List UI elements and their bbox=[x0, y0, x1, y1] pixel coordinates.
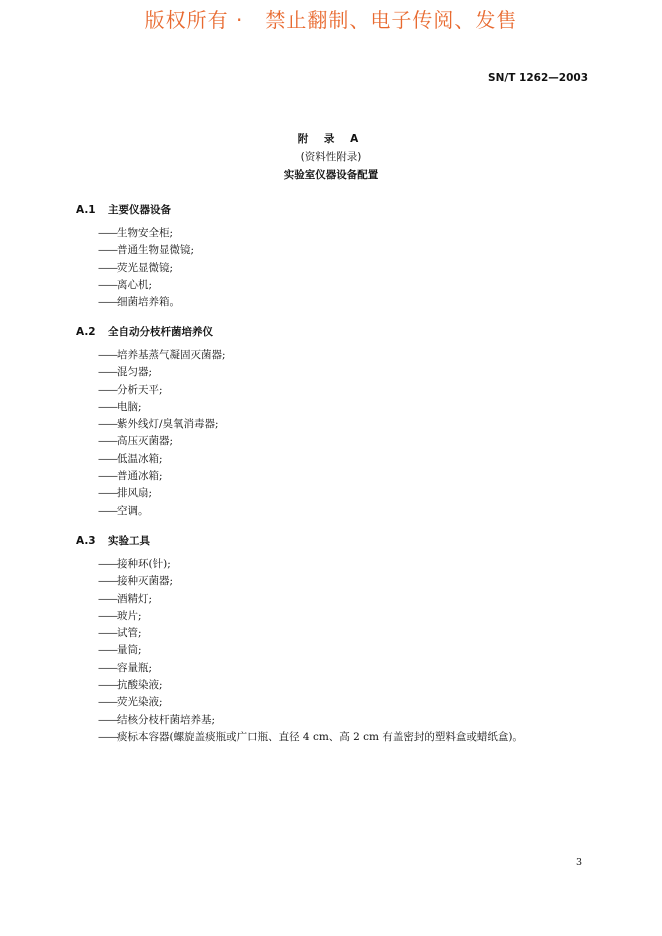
item-dash: —— bbox=[98, 435, 117, 448]
section-heading-a3 bbox=[76, 533, 150, 548]
item-dash: —— bbox=[98, 261, 117, 274]
copyright-watermark: 版权所有 · 禁止翻制、电子传阅、发售 bbox=[144, 8, 518, 32]
item-text: 接种环(针); bbox=[117, 558, 171, 570]
item-dash: —— bbox=[98, 661, 117, 674]
item-text: 痰标本容器(螺旋盖痰瓶或广口瓶、直径 4 cm、高 2 cm 有盖密封的塑料盒或蜡纸盒)。 bbox=[117, 730, 523, 743]
list-item bbox=[98, 468, 226, 485]
item-text: 排风扇; bbox=[117, 487, 153, 500]
section-heading-a1 bbox=[76, 202, 171, 217]
list-item bbox=[98, 608, 523, 625]
item-dash: —— bbox=[98, 592, 117, 605]
list-item bbox=[98, 433, 226, 450]
item-text: 紫外线灯/臭氧消毒器; bbox=[117, 418, 219, 431]
item-text: 荧光染液; bbox=[117, 696, 163, 709]
item-text: 分析天平; bbox=[117, 383, 163, 396]
page-number: 3 bbox=[575, 857, 582, 868]
item-text: 混匀器; bbox=[117, 366, 153, 379]
list-item bbox=[98, 364, 226, 381]
item-dash: —— bbox=[98, 366, 117, 379]
item-dash: —— bbox=[98, 504, 117, 517]
section-number: A.1 bbox=[76, 204, 96, 216]
item-text: 电脑; bbox=[117, 400, 142, 413]
equipment-list bbox=[98, 347, 226, 520]
item-text: 细菌培养箱。 bbox=[117, 296, 180, 309]
section-number: A.3 bbox=[76, 535, 96, 547]
list-item bbox=[98, 556, 523, 573]
list-item bbox=[98, 242, 194, 259]
list-item bbox=[98, 573, 523, 590]
item-dash: —— bbox=[98, 487, 117, 500]
item-dash: —— bbox=[98, 696, 117, 709]
item-text: 离心机; bbox=[117, 278, 153, 291]
list-item bbox=[98, 694, 523, 711]
item-dash: —— bbox=[98, 227, 117, 239]
section-number: A.2 bbox=[76, 326, 96, 338]
item-text: 抗酸染液; bbox=[117, 679, 163, 692]
list-item bbox=[98, 625, 523, 642]
list-item bbox=[98, 260, 194, 277]
item-text: 低温冰箱; bbox=[117, 452, 163, 465]
item-text: 酒精灯; bbox=[117, 592, 153, 605]
list-item bbox=[98, 399, 226, 416]
tool-list bbox=[98, 556, 523, 746]
section-title: 主要仪器设备 bbox=[108, 204, 171, 216]
list-item bbox=[98, 347, 226, 364]
item-dash: —— bbox=[98, 609, 117, 622]
item-dash: —— bbox=[98, 244, 117, 257]
list-item bbox=[98, 729, 523, 746]
annex-type: (资料性附录) bbox=[300, 151, 362, 163]
item-text: 容量瓶; bbox=[117, 661, 153, 674]
list-item bbox=[98, 642, 523, 659]
list-item bbox=[98, 485, 226, 502]
item-text: 普通冰箱; bbox=[117, 470, 163, 483]
item-dash: —— bbox=[98, 558, 117, 570]
annex-title: 附 录 A bbox=[297, 133, 365, 145]
item-text: 生物安全柜; bbox=[117, 227, 174, 239]
item-text: 结核分枝杆菌培养基; bbox=[117, 713, 216, 726]
item-text: 高压灭菌器; bbox=[117, 435, 174, 448]
item-text: 空调。 bbox=[117, 504, 149, 517]
section-title: 实验工具 bbox=[108, 535, 150, 547]
annex-name: 实验室仪器设备配置 bbox=[283, 169, 379, 181]
list-item bbox=[98, 451, 226, 468]
item-dash: —— bbox=[98, 713, 117, 726]
list-item bbox=[98, 416, 226, 433]
item-dash: —— bbox=[98, 278, 117, 291]
item-dash: —— bbox=[98, 679, 117, 692]
item-dash: —— bbox=[98, 644, 117, 657]
item-text: 培养基蒸气凝固灭菌器; bbox=[117, 349, 226, 361]
list-item bbox=[98, 382, 226, 399]
item-text: 试管; bbox=[117, 627, 142, 640]
list-item bbox=[98, 294, 194, 311]
item-text: 玻片; bbox=[117, 609, 142, 622]
item-dash: —— bbox=[98, 418, 117, 431]
equipment-list bbox=[98, 225, 194, 311]
section-heading-a2 bbox=[76, 324, 213, 339]
item-text: 荧光显微镜; bbox=[117, 261, 174, 274]
item-dash: —— bbox=[98, 470, 117, 483]
item-dash: —— bbox=[98, 383, 117, 396]
item-text: 普通生物显微镜; bbox=[117, 244, 195, 257]
item-dash: —— bbox=[98, 349, 117, 361]
item-dash: —— bbox=[98, 296, 117, 309]
section-title: 全自动分枝杆菌培养仪 bbox=[108, 326, 213, 338]
item-text: 接种灭菌器; bbox=[117, 575, 174, 588]
item-dash: —— bbox=[98, 627, 117, 640]
list-item bbox=[98, 677, 523, 694]
item-dash: —— bbox=[98, 400, 117, 413]
item-dash: —— bbox=[98, 730, 117, 743]
item-dash: —— bbox=[98, 452, 117, 465]
list-item bbox=[98, 712, 523, 729]
list-item bbox=[98, 660, 523, 677]
item-text: 量筒; bbox=[117, 644, 142, 657]
list-item bbox=[98, 225, 194, 242]
list-item bbox=[98, 591, 523, 608]
list-item bbox=[98, 503, 226, 520]
item-dash: —— bbox=[98, 575, 117, 588]
list-item bbox=[98, 277, 194, 294]
standard-code: SN/T 1262—2003 bbox=[488, 72, 588, 84]
